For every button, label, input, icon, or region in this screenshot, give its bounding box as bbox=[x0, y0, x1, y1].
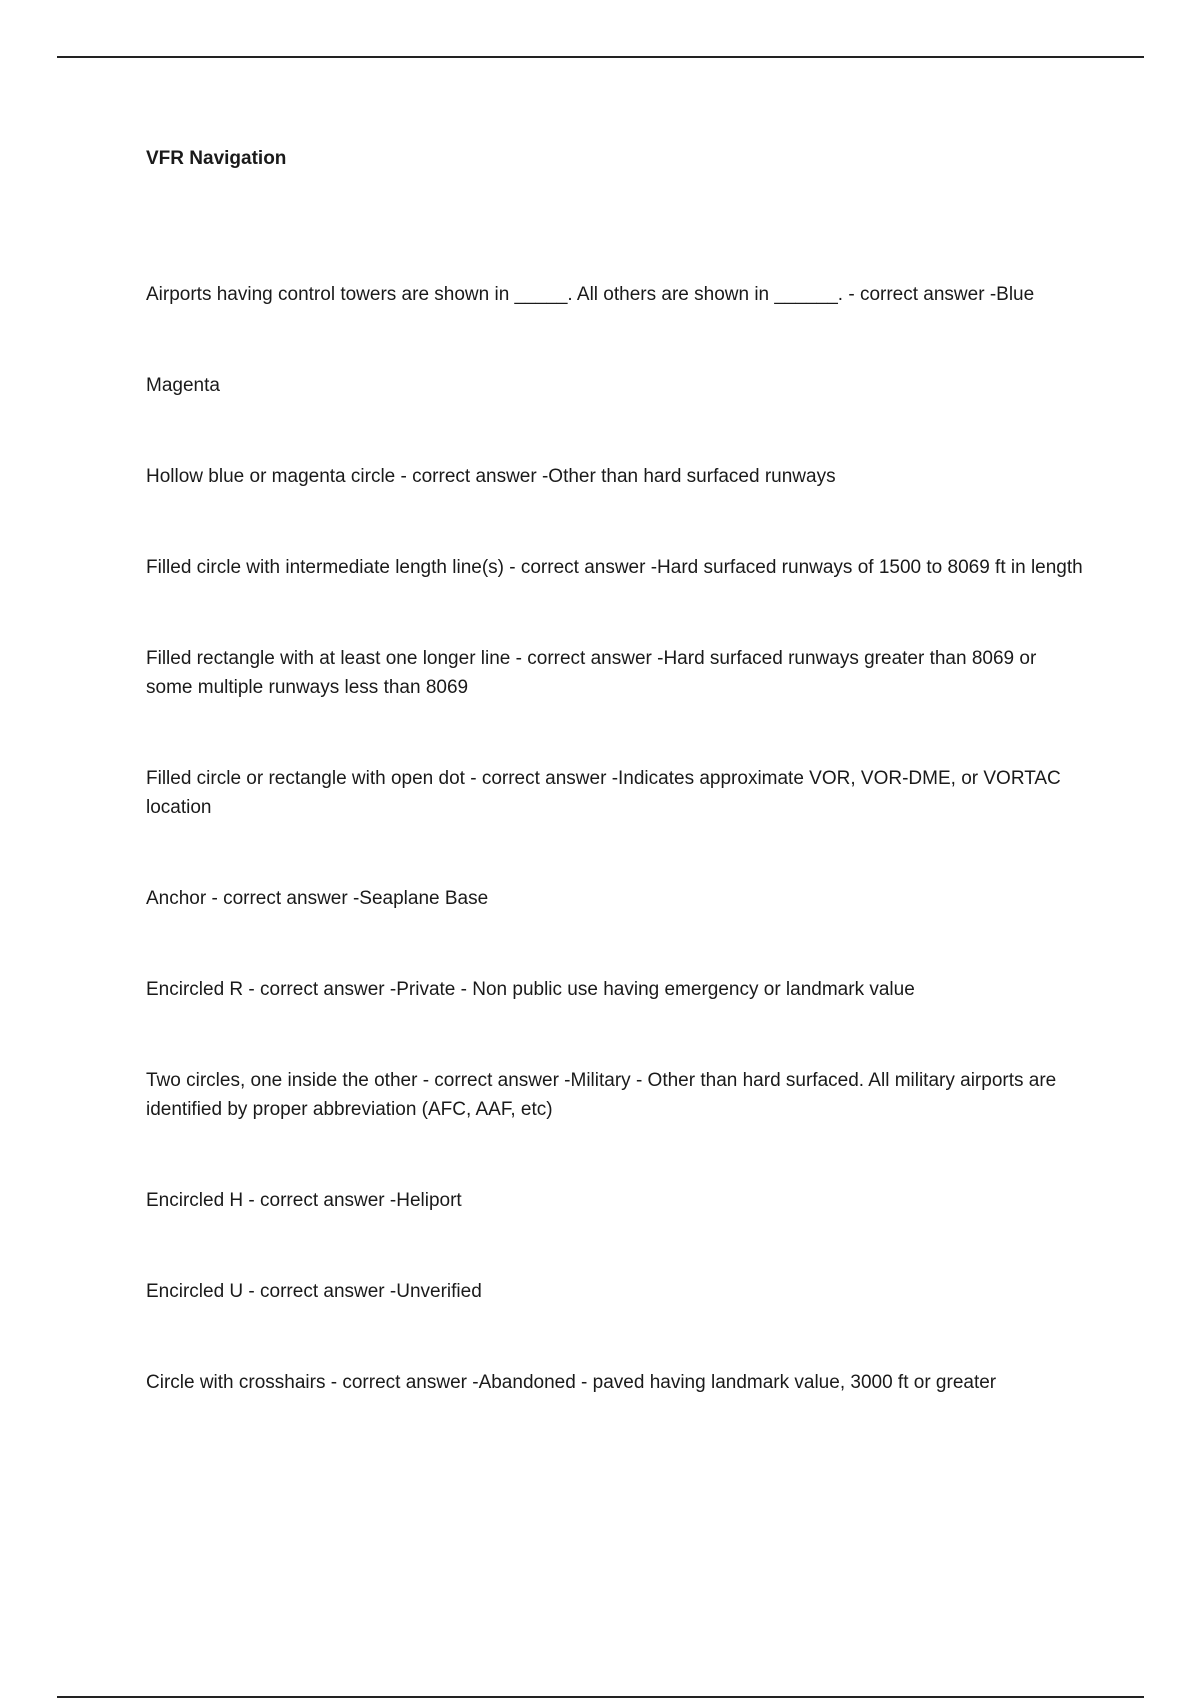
qa-entry: Circle with crosshairs - correct answer -Abandoned - paved having landmark value, 3000 ft or greater bbox=[146, 1372, 997, 1393]
qa-entry: Encircled R - correct answer -Private - Non public use having emergency or landmark value bbox=[146, 979, 915, 1000]
document-body bbox=[146, 146, 1086, 1459]
qa-entry: Filled circle or rectangle with open dot - correct answer -Indicates approximate VOR, VOR-DME, or VORTAC location bbox=[146, 768, 1061, 818]
qa-entry: Magenta bbox=[146, 375, 220, 396]
qa-entry: Two circles, one inside the other - correct answer -Military - Other than hard surfaced. All military airports are identified by proper abbreviation (AFC, AAF, etc) bbox=[146, 1070, 1057, 1120]
qa-entry: Encircled U - correct answer -Unverified bbox=[146, 1281, 482, 1302]
qa-entry: Encircled H - correct answer -Heliport bbox=[146, 1190, 462, 1211]
qa-entry: Hollow blue or magenta circle - correct answer -Other than hard surfaced runways bbox=[146, 466, 836, 487]
document-title: VFR Navigation bbox=[146, 148, 287, 169]
qa-entry: Anchor - correct answer -Seaplane Base bbox=[146, 888, 489, 909]
qa-entry: Filled circle with intermediate length line(s) - correct answer -Hard surfaced runways of 1500 to 8069 ft in length bbox=[146, 557, 1083, 578]
qa-entry: Airports having control towers are shown in _____. All others are shown in ______. - correct answer -Blue bbox=[146, 284, 1035, 305]
bottom-divider bbox=[57, 1696, 1144, 1698]
top-divider bbox=[57, 56, 1144, 58]
qa-entry: Filled rectangle with at least one longer line - correct answer -Hard surfaced runways greater than 8069 or some multiple runways less than 8069 bbox=[146, 648, 1037, 698]
